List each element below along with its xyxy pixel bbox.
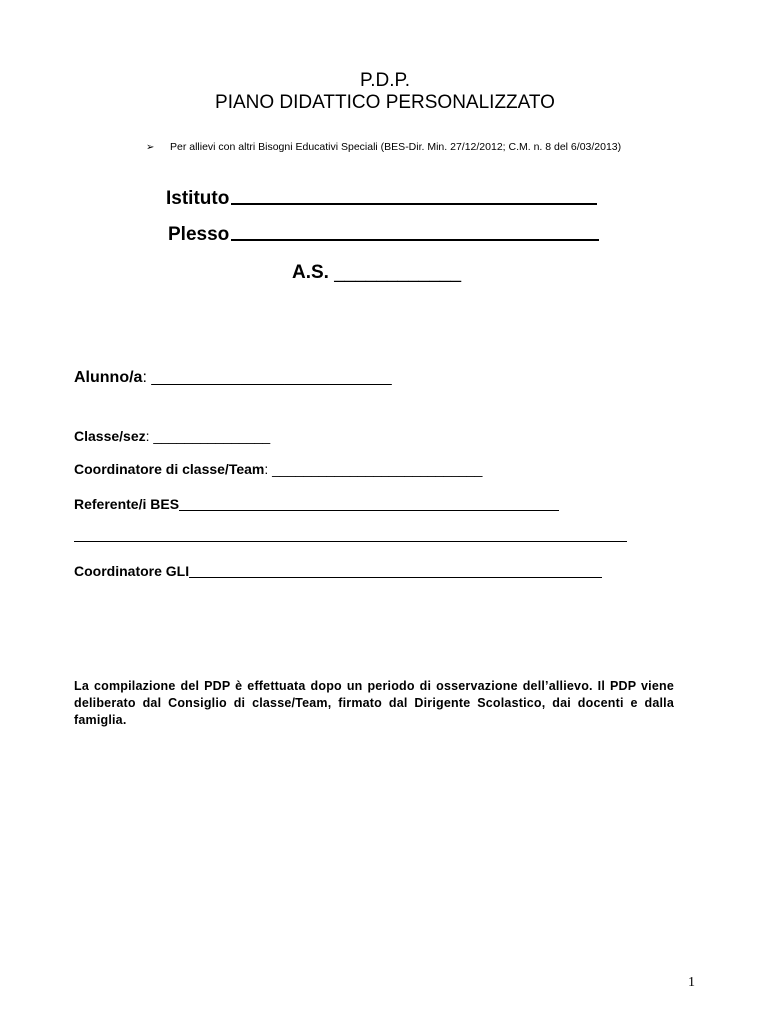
- as-label: A.S.: [292, 262, 329, 283]
- plesso-line: [231, 239, 599, 241]
- istituto-line: [231, 203, 597, 205]
- classe-blank: _______________: [153, 428, 271, 444]
- coordinatore-gli-line: [189, 577, 602, 578]
- as-blank: ____________: [334, 262, 462, 283]
- plesso-label: Plesso: [168, 224, 230, 245]
- alunno-blank: ___________________________: [151, 369, 392, 386]
- page-number: 1: [688, 975, 695, 990]
- coordinatore-classe-field: [74, 461, 482, 477]
- document-title-full: PIANO DIDATTICO PERSONALIZZATO: [215, 92, 555, 113]
- arrow-bullet-icon: ➢: [146, 142, 155, 153]
- extra-blank-line: [74, 541, 627, 542]
- classe-field: [74, 428, 270, 444]
- bes-reference-text: Per allievi con altri Bisogni Educativi Speciali (BES-Dir. Min. 27/12/2012; C.M. n. 8 del 6/03/2013): [170, 141, 622, 153]
- referente-bes-line: [179, 510, 559, 511]
- compilation-note-paragraph: La compilazione del PDP è effettuata dopo un periodo di osservazione dell’allievo. Il PDP viene deliberato dal Consiglio di classe/Team, firmato dal Dirigente Scolastico, dai docenti e dalla famiglia.: [74, 679, 674, 727]
- classe-label: Classe/sez: [74, 428, 146, 444]
- istituto-label: Istituto: [166, 188, 230, 209]
- coordinatore-classe-blank: ___________________________: [272, 461, 483, 477]
- referente-bes-field: [74, 496, 559, 512]
- bes-reference-note: [146, 141, 621, 153]
- alunno-separator: :: [142, 369, 147, 386]
- anno-scolastico-field: [292, 262, 461, 284]
- istituto-field: [166, 188, 597, 210]
- coordinatore-gli-field: [74, 563, 602, 579]
- classe-separator: :: [145, 428, 150, 444]
- referente-bes-label: Referente/i BES: [74, 496, 180, 512]
- plesso-field: [168, 224, 599, 246]
- coordinatore-gli-label: Coordinatore GLI: [74, 563, 190, 579]
- document-title-short: P.D.P.: [359, 70, 410, 91]
- alunno-label: Alunno/a: [74, 369, 143, 386]
- coordinatore-classe-separator: :: [264, 461, 269, 477]
- coordinatore-classe-label: Coordinatore di classe/Team: [74, 461, 265, 477]
- alunno-field: [74, 369, 392, 387]
